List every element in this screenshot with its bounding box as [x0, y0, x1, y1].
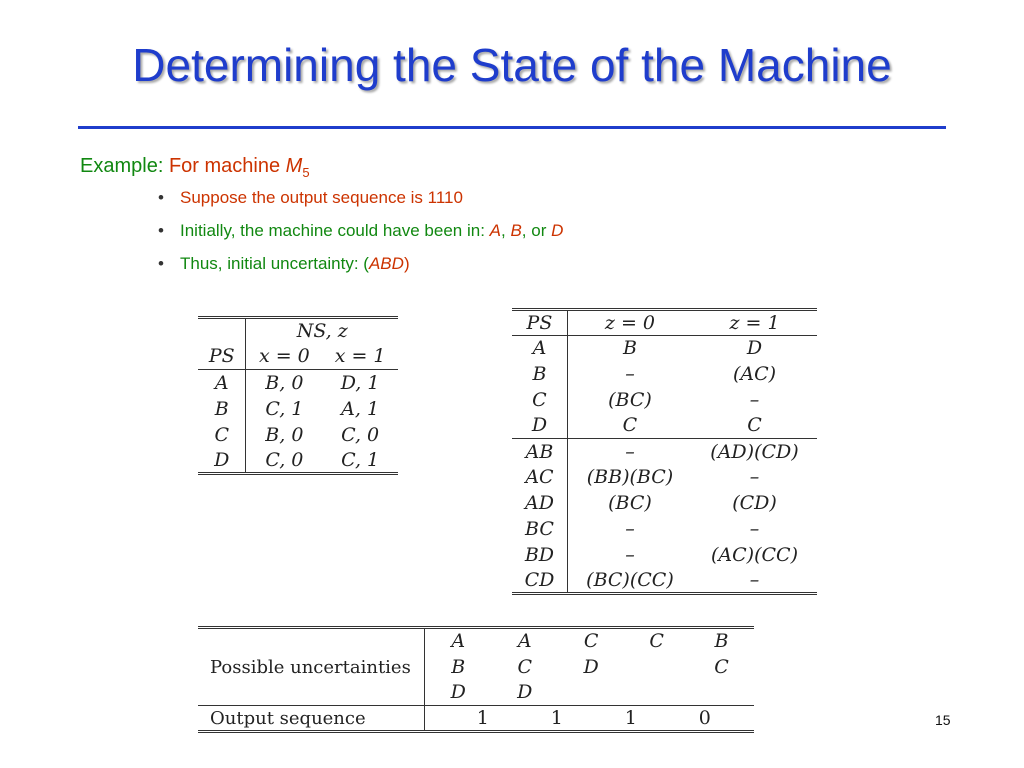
- table-cell: A, 1: [341, 397, 380, 420]
- table-row: [198, 628, 754, 654]
- close-paren: ): [403, 254, 410, 273]
- label-uncertainties: Possible uncertainties: [198, 628, 424, 706]
- table-cell: (AC)(CC): [711, 543, 798, 566]
- slide-title: Determining the State of the Machine: [132, 39, 892, 91]
- table-cell: (BC)(CC): [586, 568, 674, 591]
- table-row: [512, 516, 817, 542]
- table-row: [512, 464, 817, 490]
- table-cell: –: [625, 517, 635, 540]
- table-cell: B, 0: [265, 371, 304, 394]
- state-b: B: [510, 221, 522, 240]
- bullet-item: [158, 188, 563, 221]
- output-sequence: [424, 706, 754, 732]
- table-cell: AB: [512, 438, 567, 464]
- table-cell: [558, 680, 624, 706]
- table-cell: C: [747, 414, 762, 437]
- table-row: [512, 335, 817, 361]
- state-d: D: [551, 221, 564, 240]
- bullet-dot: •: [158, 254, 164, 273]
- table-cell: C: [512, 387, 567, 413]
- table-row: [198, 396, 398, 422]
- table-cell: AD: [512, 490, 567, 516]
- table-cell: [624, 680, 689, 706]
- example-text: For machine: [168, 155, 286, 177]
- table-cell: B: [512, 361, 567, 387]
- table-cell: BD: [512, 542, 567, 568]
- table-header-x1: x = 1: [334, 345, 386, 368]
- state-a: A: [489, 221, 501, 240]
- table-header-z1: z = 1: [729, 311, 780, 334]
- table-cell: –: [625, 440, 635, 463]
- page-number: 15: [935, 712, 951, 728]
- table-cell: C, 1: [341, 448, 380, 471]
- table-row: [198, 370, 398, 396]
- table-header-x0: x = 0: [258, 345, 310, 368]
- machine-subscript: 5: [302, 165, 310, 180]
- table-row: [512, 438, 817, 464]
- bullet-text: Suppose the output sequence is 1110: [180, 188, 463, 207]
- table-row: [198, 318, 398, 344]
- table-row: [198, 706, 754, 732]
- table-cell: D: [583, 655, 599, 678]
- output-digit: 0: [698, 707, 711, 729]
- example-line: [80, 155, 310, 180]
- state-table: [198, 316, 398, 475]
- table-cell: –: [625, 362, 635, 385]
- table-cell: D: [198, 448, 246, 474]
- table-cell: C: [649, 630, 664, 653]
- table-cell: B: [198, 396, 246, 422]
- table-cell: –: [749, 517, 760, 540]
- table-cell: [198, 318, 246, 344]
- table-cell: D, 1: [340, 371, 380, 394]
- bullet-dot: •: [158, 221, 164, 240]
- table-row: [198, 422, 398, 448]
- table-row: [512, 310, 817, 336]
- bullet-item: [158, 254, 563, 287]
- table-cell: C: [198, 422, 246, 448]
- table-cell: –: [625, 543, 635, 566]
- table-header-ps: PS: [512, 310, 567, 336]
- table-cell: C: [714, 655, 729, 678]
- uncertainty-table: [198, 626, 754, 733]
- successor-table: [512, 308, 817, 595]
- table-cell: (BC): [608, 388, 652, 411]
- table-cell: AC: [512, 464, 567, 490]
- table-cell: D: [746, 337, 763, 360]
- table-cell: D: [517, 681, 533, 704]
- separator: ,: [501, 221, 511, 240]
- table-cell: B: [451, 655, 466, 678]
- table-cell: (BC): [608, 491, 652, 514]
- table-cell: (BB)(BC): [586, 466, 674, 489]
- table-cell: A: [451, 630, 466, 653]
- table-cell: A: [512, 335, 567, 361]
- table-cell: (AD)(CD): [710, 440, 799, 463]
- table-row: [512, 387, 817, 413]
- table-cell: C: [622, 414, 638, 437]
- table-row: [512, 361, 817, 387]
- table-cell: B: [714, 630, 729, 653]
- example-prefix: Example:: [80, 155, 164, 177]
- table-cell: –: [749, 568, 760, 591]
- table-cell: –: [749, 388, 760, 411]
- bullet-text: Initially, the machine could have been in:: [180, 221, 490, 240]
- table-cell: BC: [512, 516, 567, 542]
- bullet-item: [158, 221, 563, 254]
- label-output: Output sequence: [198, 706, 424, 732]
- table-cell: B, 0: [265, 423, 304, 446]
- table-cell: D: [512, 413, 567, 439]
- table-cell: [624, 654, 689, 680]
- table-cell: C: [583, 630, 599, 653]
- bullet-list: [158, 188, 563, 287]
- machine-name: M: [285, 155, 303, 177]
- table-row: [198, 448, 398, 474]
- table-cell: B: [622, 337, 637, 360]
- output-digit: 1: [476, 707, 489, 729]
- table-cell: D: [450, 681, 466, 704]
- table-row: [512, 542, 817, 568]
- table-cell: [689, 680, 754, 706]
- table-cell: C, 0: [265, 448, 304, 471]
- table-cell: A: [198, 370, 246, 396]
- table-header-z0: z = 0: [604, 311, 655, 334]
- table-row: [198, 344, 398, 370]
- table-cell: C, 1: [265, 397, 304, 420]
- output-digit: 1: [550, 707, 563, 729]
- table-cell: (CD): [732, 491, 777, 514]
- title-underline: [78, 126, 946, 129]
- table-header-ns: NS, z: [296, 320, 348, 343]
- table-header-ps: PS: [198, 344, 246, 370]
- table-row: [512, 567, 817, 593]
- table-row: [512, 413, 817, 439]
- table-cell: (AC): [732, 362, 777, 385]
- table-row: [512, 490, 817, 516]
- output-digit: 1: [624, 707, 637, 729]
- bullet-dot: •: [158, 188, 164, 207]
- bullet-text: Thus, initial uncertainty: (: [180, 254, 369, 273]
- table-cell: C, 0: [341, 423, 380, 446]
- table-cell: –: [749, 466, 760, 489]
- table-cell: CD: [512, 567, 567, 593]
- table-cell: A: [517, 630, 532, 653]
- separator: , or: [521, 221, 552, 240]
- table-cell: C: [517, 655, 533, 678]
- initial-uncertainty: ABD: [368, 254, 404, 273]
